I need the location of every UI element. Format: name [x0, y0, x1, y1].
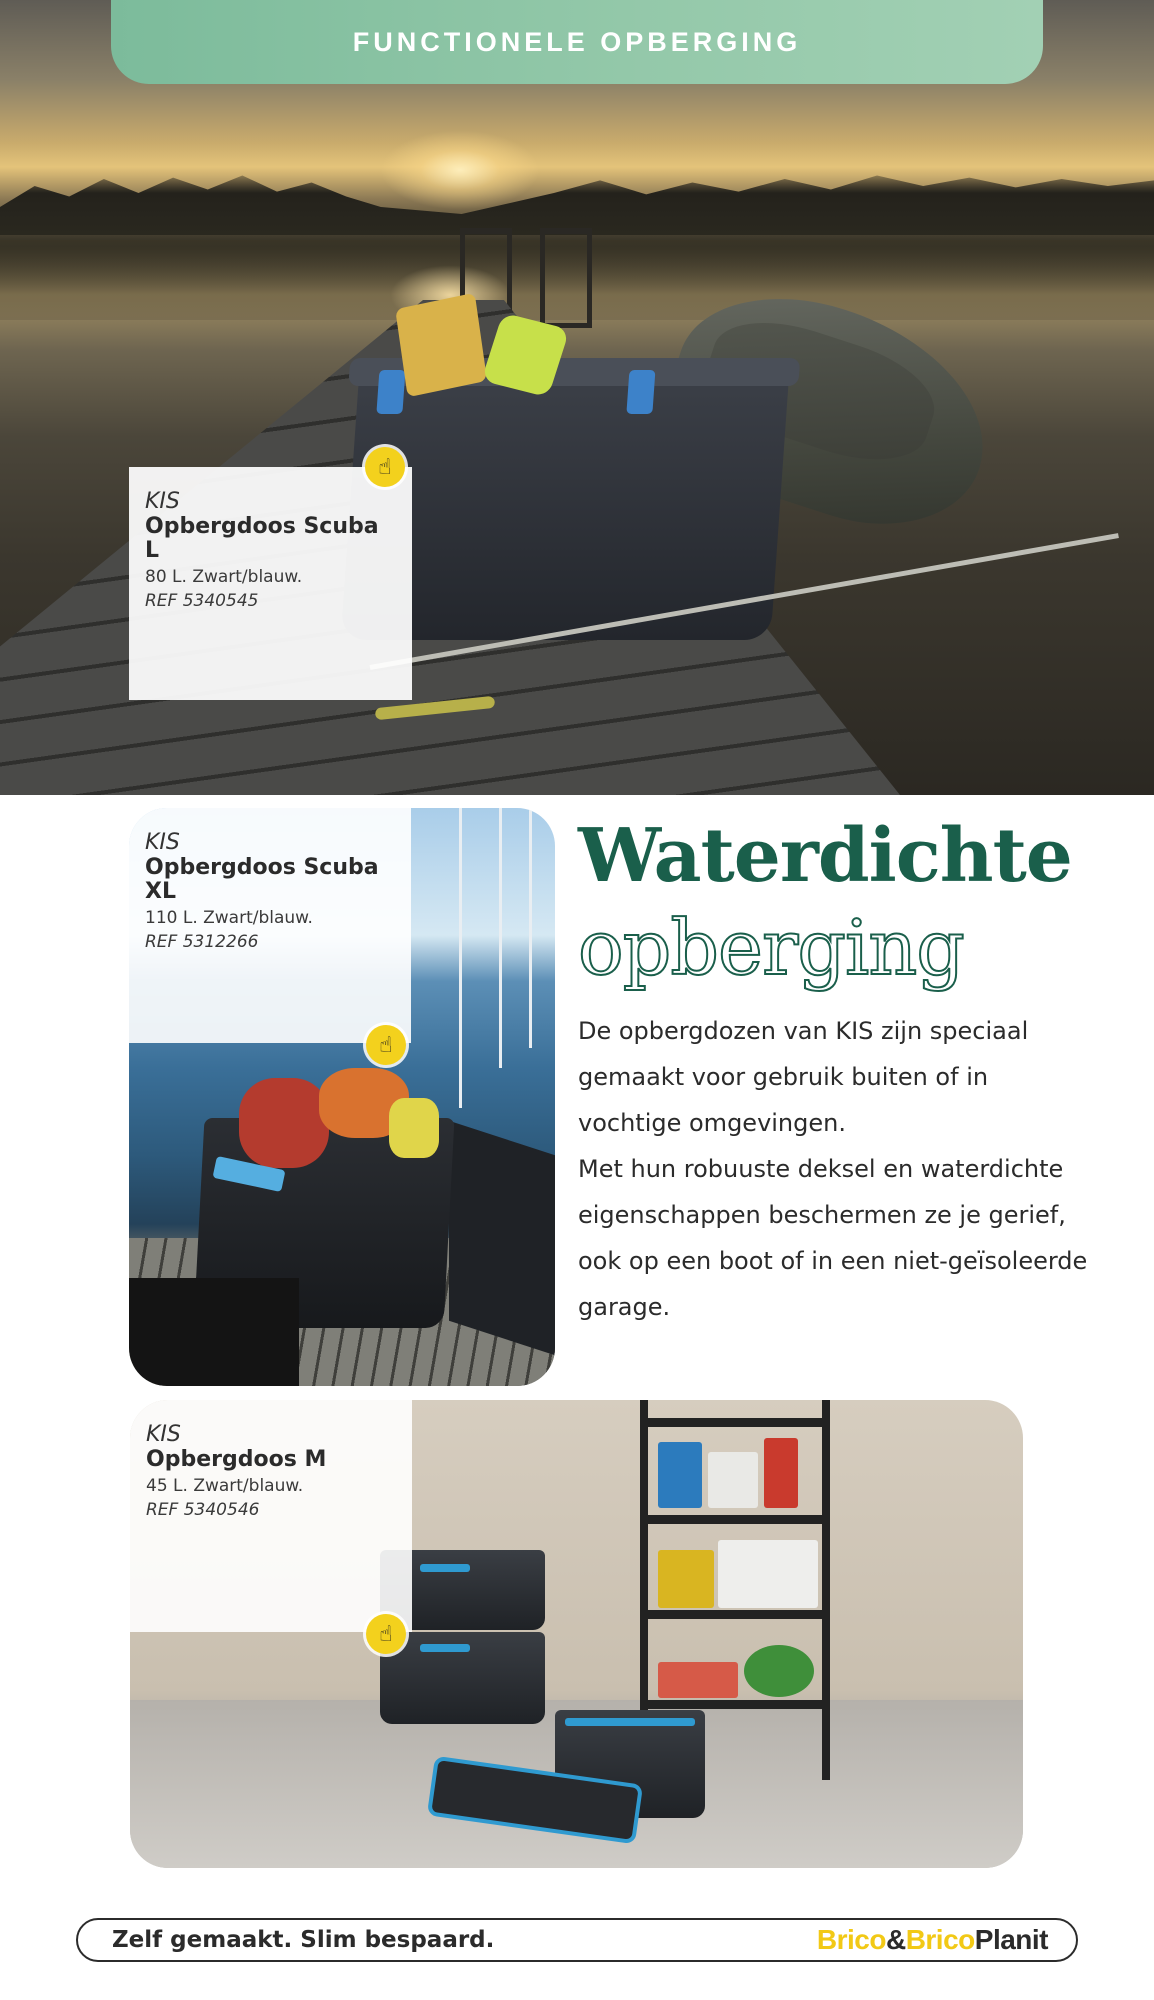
diving-fins — [129, 1278, 299, 1386]
product-brand: KIS — [146, 1422, 181, 1447]
sun — [380, 130, 540, 210]
logo-part: Brico — [905, 1924, 975, 1955]
article-body — [578, 1008, 1098, 1330]
product-ref: REF 5340545 — [145, 591, 259, 611]
logo-part: Planit — [974, 1924, 1048, 1955]
brand-logo[interactable] — [817, 1924, 1048, 1956]
product-ref: REF 5312266 — [145, 932, 259, 952]
tap-hand-icon[interactable]: ☝ — [366, 1025, 406, 1065]
chair-right — [540, 228, 592, 328]
logo-part: & — [885, 1924, 906, 1955]
logo-part: Brico — [816, 1924, 886, 1955]
life-vest — [239, 1078, 329, 1168]
tap-hand-icon[interactable]: ☝ — [366, 1614, 406, 1654]
product-spec: 80 L. Zwart/blauw. — [145, 567, 303, 587]
section-banner — [111, 0, 1043, 84]
article-paragraph: De opbergdozen van KIS zijn speciaal gemaakt voor gebruik buiten of in vochtige omgevingen. — [578, 1017, 1029, 1137]
product-spec: 110 L. Zwart/blauw. — [145, 908, 313, 928]
product-brand: KIS — [145, 489, 180, 514]
footer-bar — [76, 1918, 1078, 1962]
product-brand: KIS — [145, 830, 180, 855]
product-label-scuba-l[interactable] — [129, 467, 412, 700]
storage-box-m-bottom — [380, 1632, 545, 1724]
product-ref: REF 5340546 — [146, 1500, 260, 1520]
mast — [459, 808, 462, 1108]
product-label-m[interactable] — [130, 1400, 412, 1632]
article-title-line1: Waterdichte — [578, 813, 1072, 899]
footer-slogan: Zelf gemaakt. Slim bespaard. — [112, 1927, 495, 1953]
product-spec: 45 L. Zwart/blauw. — [146, 1476, 304, 1496]
treeline — [0, 165, 1154, 235]
mast — [499, 808, 502, 1068]
product-label-scuba-xl[interactable] — [129, 808, 411, 1043]
product-name: Opbergdoos M — [146, 1447, 327, 1472]
product-name: Opbergdoos Scuba L — [145, 514, 379, 563]
product-name: Opbergdoos Scuba XL — [145, 855, 379, 904]
mast — [529, 808, 532, 1048]
box-lid — [449, 1121, 555, 1355]
tap-hand-icon[interactable]: ☝ — [365, 447, 405, 487]
article-title-line2: opberging — [578, 903, 964, 992]
banner-title: FUNCTIONELE OPBERGING — [352, 26, 802, 57]
article-paragraph: Met hun robuuste deksel en waterdichte eigenschappen beschermen ze je gerief, ook op een boot of in een niet-geïsoleerde garage. — [578, 1155, 1088, 1321]
flipper — [389, 1098, 439, 1158]
